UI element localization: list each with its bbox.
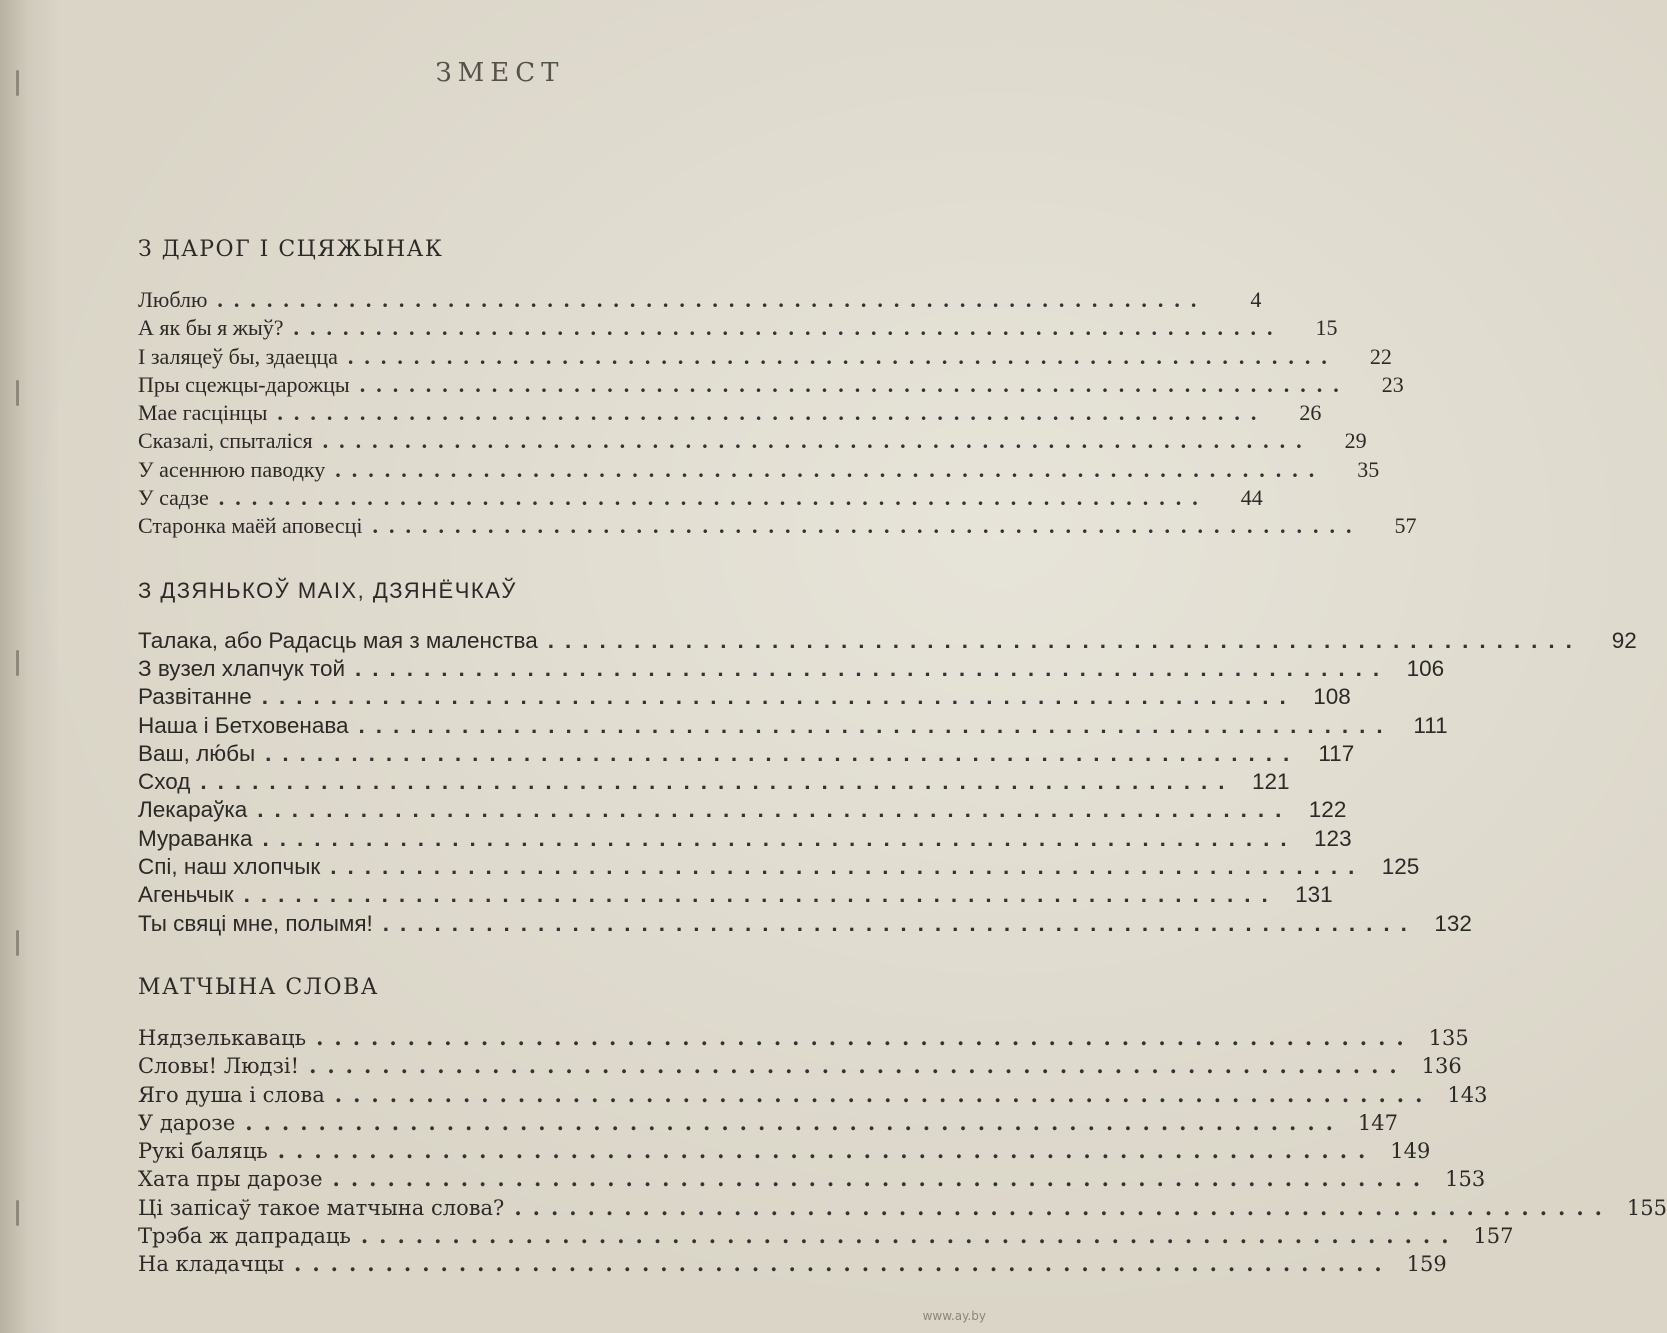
page-number: 122 — [1308, 797, 1347, 823]
dot-leader: ............................................................ — [347, 343, 1338, 369]
page-number: 29 — [1344, 428, 1367, 454]
page-number: 125 — [1381, 854, 1420, 880]
entry-title: У асеннюю паводку — [138, 456, 326, 482]
dot-leader: ............................................................ — [334, 1081, 1434, 1107]
section-heading: З ДАРОГ І СЦЯЖЫНАК — [138, 237, 444, 262]
dot-leader: ............................................................ — [293, 315, 1284, 341]
entry-title: Люблю — [138, 287, 208, 312]
entry-title: З вузел хлапчук той — [138, 655, 346, 681]
dot-leader: ............................................................ — [382, 910, 1418, 936]
page-number: 111 — [1413, 712, 1448, 738]
toc-entry — [138, 484, 1263, 512]
toc-entry — [138, 286, 1262, 314]
entry-title: Сход — [138, 769, 191, 795]
entry-title: На кладачцы — [138, 1252, 285, 1277]
toc-section — [138, 573, 1637, 938]
toc-entry — [138, 768, 1290, 796]
dot-leader: ............................................................ — [547, 627, 1583, 653]
dot-leader: ............................................................ — [514, 1194, 1613, 1220]
page-number: 136 — [1421, 1054, 1462, 1079]
page-number: 22 — [1369, 343, 1392, 369]
page-number: 57 — [1394, 513, 1417, 539]
entry-title: Трэба ж дапрадаць — [138, 1224, 351, 1249]
dot-leader: ............................................................ — [245, 1109, 1344, 1135]
entry-title: Пры сцежцы-дарожцы — [138, 371, 350, 397]
entry-title: Хата пры дарозе — [138, 1167, 323, 1192]
page-number: 44 — [1240, 485, 1263, 511]
dot-leader: ............................................................ — [200, 769, 1236, 795]
toc-entry — [138, 1024, 1469, 1052]
toc-entry — [138, 1194, 1667, 1222]
page-number: 92 — [1611, 627, 1637, 653]
section-heading: МАТЧЫНА СЛОВА — [138, 974, 379, 1000]
dot-leader: ............................................................ — [309, 1053, 1408, 1079]
dot-leader: ............................................................ — [355, 655, 1391, 681]
page-number: 143 — [1447, 1082, 1488, 1107]
toc-entry — [138, 853, 1420, 881]
dot-leader: ............................................................ — [359, 371, 1350, 397]
toc-entry — [138, 456, 1380, 484]
entry-title: Словы! Людзі! — [138, 1054, 300, 1079]
entry-title: Лекараўка — [138, 797, 248, 823]
entry-title: А як бы я жыў? — [138, 315, 284, 341]
page-number: 15 — [1315, 315, 1338, 341]
dot-leader: ............................................................ — [277, 1138, 1377, 1164]
entry-title: І заляцеў бы, здаецца — [138, 343, 338, 369]
page-number: 147 — [1357, 1110, 1398, 1135]
toc-entry — [138, 825, 1352, 853]
page-number: 108 — [1313, 684, 1351, 710]
page-number: 117 — [1318, 740, 1355, 766]
entry-title: Мураванка — [138, 825, 253, 851]
toc-entry — [138, 427, 1367, 455]
entry-title: Спі, наш хлопчык — [138, 854, 321, 880]
table-of-contents — [138, 232, 1667, 1279]
toc-entry — [138, 343, 1392, 371]
dot-leader: ............................................................ — [322, 428, 1313, 454]
toc-entry — [138, 796, 1347, 824]
toc-entry — [138, 314, 1338, 342]
entry-title: У дарозе — [138, 1110, 236, 1135]
page-number: 26 — [1299, 400, 1322, 426]
dot-leader: ............................................................ — [360, 1223, 1460, 1249]
toc-entry — [138, 399, 1322, 427]
toc-entry — [138, 627, 1637, 655]
page-number: 149 — [1390, 1139, 1431, 1164]
dot-leader: ............................................................ — [358, 712, 1394, 738]
dot-leader: ............................................................ — [217, 287, 1208, 312]
toc-entry — [138, 512, 1417, 540]
page-number: 106 — [1406, 655, 1445, 681]
dot-leader: ............................................................ — [332, 1166, 1432, 1192]
toc-entry — [138, 655, 1445, 683]
dot-leader: ............................................................ — [316, 1024, 1415, 1050]
dot-leader: ............................................................ — [243, 882, 1279, 908]
entry-title: Развітанне — [138, 684, 252, 710]
page-number: 132 — [1434, 910, 1472, 936]
toc-section — [138, 232, 1417, 541]
page-number: 35 — [1357, 456, 1380, 482]
page-number: 157 — [1473, 1224, 1514, 1249]
entry-title: Агеньчык — [138, 882, 234, 908]
toc-entry — [138, 1137, 1431, 1165]
toc-entry — [138, 910, 1472, 938]
section-gap — [138, 938, 828, 970]
page-number: 135 — [1428, 1025, 1469, 1050]
dot-leader: ............................................................ — [330, 854, 1366, 880]
toc-section — [138, 970, 1667, 1279]
toc-entry — [138, 683, 1351, 711]
toc-entry — [138, 712, 1448, 740]
page-title: ЗМЕСТ — [435, 58, 565, 88]
watermark: www.ay.by — [922, 1309, 986, 1323]
page-number: 23 — [1381, 371, 1404, 397]
binding-stitch — [16, 930, 19, 956]
page-number: 4 — [1250, 287, 1262, 312]
entry-title: Яго душа і слова — [138, 1082, 325, 1107]
page-number: 153 — [1445, 1167, 1486, 1192]
dot-leader: ............................................................ — [265, 740, 1301, 766]
binding-stitch — [16, 380, 19, 406]
toc-entry — [138, 1081, 1488, 1109]
entry-title: Нядзелькаваць — [138, 1025, 307, 1050]
dot-leader: ............................................................ — [261, 684, 1297, 710]
dot-leader: ............................................................ — [335, 456, 1326, 482]
entry-title: Ці запісаў такое матчына слова? — [138, 1195, 505, 1220]
page-number: 121 — [1251, 769, 1290, 795]
toc-entry — [138, 1109, 1398, 1137]
page-number: 159 — [1406, 1252, 1447, 1277]
page-number: 123 — [1314, 825, 1352, 851]
dot-leader: ............................................................ — [257, 797, 1293, 823]
entry-title: Талака, або Радасць мая з маленства — [138, 627, 538, 653]
toc-entry — [138, 881, 1333, 909]
entry-title: Старонка маёй аповесці — [138, 513, 363, 539]
entry-title: Рукі баляць — [138, 1139, 268, 1164]
toc-entry — [138, 371, 1404, 399]
binding-stitch — [16, 650, 19, 676]
entry-title: Сказалі, спыталіся — [138, 428, 313, 454]
entry-title: Мае гасцінцы — [138, 400, 268, 426]
entry-title: Наша і Бетховенава — [138, 712, 349, 738]
page-number: 131 — [1295, 882, 1333, 908]
section-heading: З ДЗЯНЬКОЎ МАІХ, ДЗЯНЁЧКАЎ — [138, 577, 517, 603]
toc-entry — [138, 740, 1355, 768]
toc-entry — [138, 1052, 1462, 1080]
binding-stitch — [16, 1200, 19, 1226]
book-binding — [0, 0, 30, 1333]
dot-leader: ............................................................ — [294, 1251, 1393, 1277]
entry-title: Ваш, лю́бы — [138, 740, 256, 766]
toc-entry — [138, 1222, 1514, 1250]
toc-entry — [138, 1165, 1486, 1193]
section-gap — [138, 541, 828, 573]
toc-entry — [138, 1250, 1447, 1278]
dot-leader: ............................................................ — [262, 825, 1298, 851]
entry-title: У садзе — [138, 485, 209, 511]
dot-leader: ............................................................ — [218, 485, 1209, 511]
entry-title: Ты свяці мне, полымя! — [138, 910, 373, 936]
dot-leader: ............................................................ — [277, 400, 1268, 426]
dot-leader: ............................................................ — [372, 513, 1363, 539]
page-number: 155 — [1626, 1195, 1667, 1220]
